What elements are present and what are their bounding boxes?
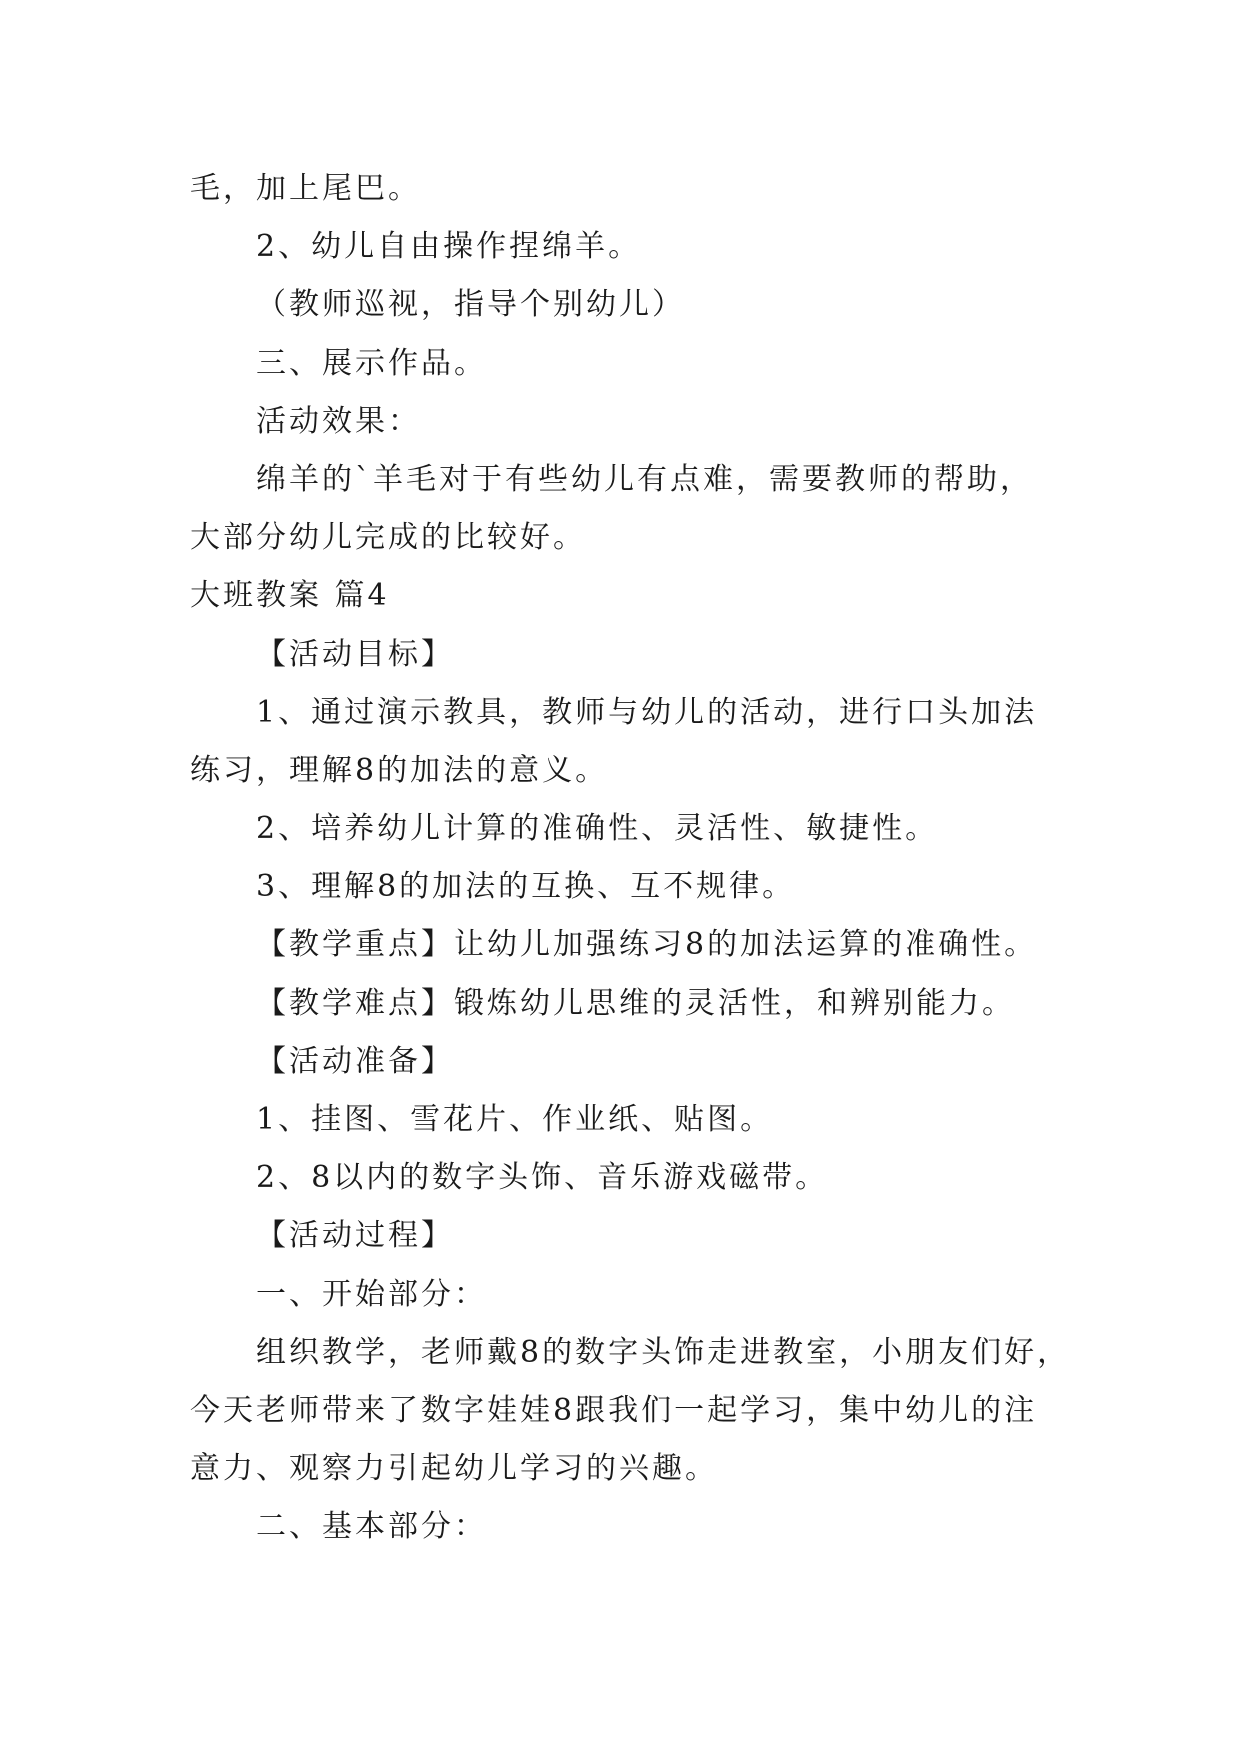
subheading-line: 【活动准备】	[256, 1043, 454, 1079]
paragraph-line: 意力、观察力引起幼儿学习的兴趣。	[190, 1451, 718, 1487]
document-body	[190, 160, 1070, 1557]
paragraph-line: 今天老师带来了数字娃娃8跟我们一起学习，集中幼儿的注	[190, 1392, 1038, 1428]
paragraph-line: 【教学重点】让幼儿加强练习8的加法运算的准确性。	[256, 927, 1038, 963]
paragraph-line: 大部分幼儿完成的比较好。	[190, 520, 586, 556]
paragraph-line: 1、通过演示教具，教师与幼儿的活动，进行口头加法	[256, 694, 1038, 730]
subheading-line: 【活动目标】	[256, 636, 454, 672]
paragraph-line: 三、展示作品。	[256, 345, 487, 381]
paragraph-line: 二、基本部分：	[256, 1509, 487, 1545]
paragraph-line: 【教学难点】锻炼幼儿思维的灵活性，和辨别能力。	[256, 985, 1015, 1021]
paragraph-line: 3、理解8的加法的互换、互不规律。	[256, 869, 796, 905]
section-heading: 大班教案 篇4	[190, 578, 390, 614]
paragraph-line: 1、挂图、雪花片、作业纸、贴图。	[256, 1102, 774, 1137]
paragraph-line: 练习，理解8的加法的意义。	[190, 752, 609, 788]
paragraph-line: 活动效果：	[256, 403, 421, 439]
paragraph-line: 2、8以内的数字头饰、音乐游戏磁带。	[256, 1160, 829, 1196]
paragraph-line: （教师巡视，指导个别幼儿）	[256, 287, 685, 323]
paragraph-line: 2、培养幼儿计算的准确性、灵活性、敏捷性。	[256, 811, 939, 847]
paragraph-line: 毛，加上尾巴。	[190, 171, 421, 206]
paragraph-line: 绵羊的`羊毛对于有些幼儿有点难，需要教师的帮助，	[256, 461, 1033, 497]
paragraph-line: 2、幼儿自由操作捏绵羊。	[256, 229, 642, 265]
subheading-line: 【活动过程】	[256, 1218, 454, 1254]
paragraph-line: 组织教学，老师戴8的数字头饰走进教室，小朋友们好，	[256, 1334, 1071, 1370]
paragraph-line: 一、开始部分：	[256, 1276, 487, 1312]
